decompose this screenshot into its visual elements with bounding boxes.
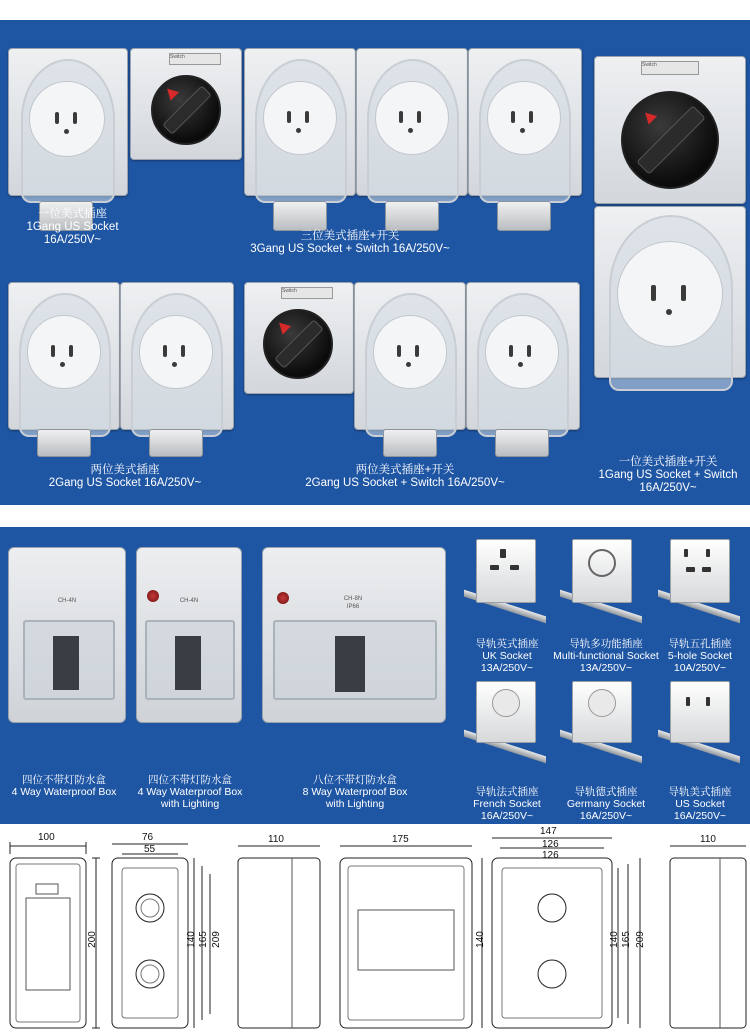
rail-socket-uk — [462, 533, 550, 633]
switch-knob — [263, 309, 333, 379]
box-model-label: CH-4N — [57, 598, 77, 604]
caption-1gang-en: 1Gang US Socket 16A/250V~ — [26, 221, 119, 246]
dim-label: 55 — [144, 844, 156, 855]
indicator-lamp — [147, 590, 159, 602]
switch-unit: Switch — [244, 282, 354, 394]
waterproof-box-8way-lighting: CH-8N IP66 — [262, 547, 446, 723]
us-socket-product-panel: 一位美式插座 1Gang US Socket 16A/250V~ Switch 三位美式插座+开关 3Gang US Socket + Switch 16A/250V~ Switch 一位美式插座+开关 1Gang US Socket + Switch 16A/250V~ 两位美式插座 2Gang US Socket 16A/250V~ Switch 两位美式插座+开关 2Gang US Socket + Switch 16A/250V~ — [0, 20, 750, 505]
box-caption-cn: 四位不带灯防水盒 — [22, 774, 106, 786]
dim-label: 175 — [392, 834, 409, 845]
waterproof-box-rail-socket-panel: CH-4N 四位不带灯防水盒 4 Way Waterproof Box CH-4N 四位不带灯防水盒 4 Way Waterproof Box with Lighting CH-8N IP66 八位不带灯防水盒 8 Way Waterproof Box with Lighting 导轨英式插座 UK Socket 13A/250V~ 导轨多功能插座 Multi-functional Socket 13A/250V~ 导轨五孔插座 5-hole Socket 10A/250V~ 导轨法式插座 French Socket 16A/250V~ 导轨德式插座 Germany Socket 16A/250V~ 导轨美式插座 US Socket 16A/250V~ — [0, 527, 750, 824]
us-socket-1gang-unit — [8, 48, 128, 196]
switch-knob — [151, 75, 221, 145]
dim-label: 200 — [86, 931, 98, 948]
us-socket-unit — [8, 282, 120, 430]
us-socket-unit-large — [594, 206, 746, 378]
caption-1gang-switch-en: 1Gang US Socket + Switch — [598, 469, 738, 481]
dim-label: 140 — [185, 931, 197, 948]
us-socket-unit — [120, 282, 234, 430]
caption-3gang-cn: 三位美式插座+开关 — [300, 230, 400, 242]
dim-label: 209 — [634, 931, 646, 948]
caption-2gang-en: 2Gang US Socket 16A/250V~ — [48, 477, 202, 489]
rail-socket-multi — [558, 533, 646, 633]
dim-label: 165 — [620, 931, 632, 948]
waterproof-box-4way-lighting: CH-4N — [136, 547, 242, 723]
rail-socket-germany — [558, 677, 646, 777]
caption-2gang-switch-en: 2Gang US Socket + Switch 16A/250V~ — [305, 477, 505, 489]
dim-label: 140 — [474, 931, 486, 948]
dim-label: 140 — [608, 931, 620, 948]
caption-1gang-switch-cn: 一位美式插座+开关 — [618, 456, 718, 468]
rail-socket-us — [656, 677, 744, 777]
socket-face — [29, 81, 105, 157]
us-socket-unit — [466, 282, 580, 430]
waterproof-box-4way — [8, 547, 126, 723]
us-socket-unit — [244, 48, 356, 196]
dim-label: 209 — [210, 931, 222, 948]
us-socket-unit — [356, 48, 468, 196]
dimension-drawings — [0, 824, 750, 1036]
dim-label: 100 — [38, 832, 55, 843]
box-caption-en: 4 Way Waterproof Box — [11, 786, 117, 798]
caption-3gang-en: 3Gang US Socket + Switch 16A/250V~ — [250, 243, 450, 255]
dim-label: 110 — [268, 834, 284, 845]
switch-unit — [130, 48, 242, 160]
switch-plate: Switch — [169, 53, 221, 65]
dim-label: 76 — [142, 832, 154, 843]
dim-label: 165 — [197, 931, 209, 948]
caption-1gang-cn: 一位美式插座 — [38, 208, 107, 220]
switch-unit-large: Switch — [594, 56, 746, 204]
switch-knob — [621, 91, 719, 189]
indicator-lamp — [277, 592, 289, 604]
dim-label: 126 — [542, 839, 559, 850]
dim-label: 126 — [542, 850, 559, 861]
rail-socket-5hole — [656, 533, 744, 633]
rail-socket-french — [462, 677, 550, 777]
dim-label: 147 — [540, 826, 557, 837]
caption-2gang-switch-cn: 两位美式插座+开关 — [355, 464, 455, 476]
us-socket-unit — [354, 282, 466, 430]
dim-label: 110 — [700, 834, 716, 845]
us-socket-unit — [468, 48, 582, 196]
caption-2gang-cn: 两位美式插座 — [90, 464, 160, 476]
